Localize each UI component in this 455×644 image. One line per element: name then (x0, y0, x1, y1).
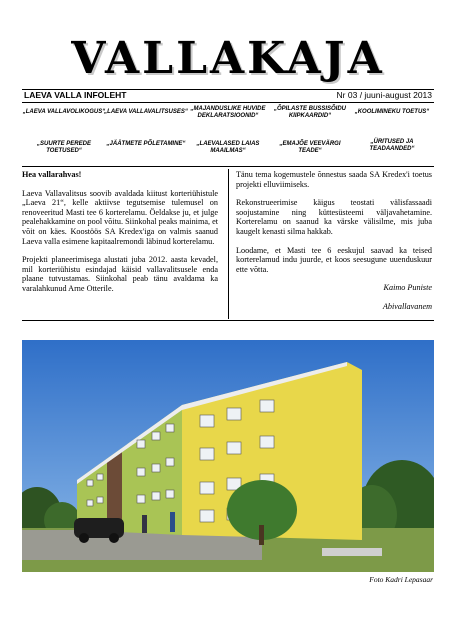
article-column-left (22, 170, 218, 303)
article-paragraph: Laeva Vallavalitsus soovib avaldada kiitust korteriühistule „Laeva 21“, kelle aktiivse tegutsemise tulemusel on renoveeritud Masti tee 6 korterelamu. Öeldakse ju, et julge pealehakkamine on pool võitu. Siinkohal peaks mainima, et võit on käes. Koostöös SA Kredex'iga on valmis saanud Laeva valla esimene kapitaalremondi läbinud korterelamu. (22, 188, 218, 246)
article-column-right (236, 170, 432, 321)
toc-item[interactable]: „ÕPILASTE BUSSISÕIDU KIIPKAARDID“ (273, 106, 346, 119)
photo-credit: Foto Kadri Lepasaar (369, 575, 433, 584)
article-paragraph: Tänu tema kogemustele õnnestus saada SA Kredex'i toetus projekti elluviimiseks. (236, 170, 432, 189)
subheader-bar (22, 89, 434, 103)
issue-number: Nr 03 / juuni-august 2013 (336, 90, 432, 100)
table-of-contents (22, 103, 434, 163)
toc-item[interactable]: „MAJANDUSLIKE HUVIDE DEKLARATSIOONID“ (190, 106, 266, 119)
publication-name: LAEVA VALLA INFOLEHT (24, 90, 127, 100)
article-paragraph: Rekonstrueerimise käigus teostati välisfassaadi soojustamine ning küttesüsteemi väljavahetamine. Korterelamu on saanud ka värske välisilme, mis juba kaugelt kenasti silma hakkab. (236, 198, 432, 236)
signature-name: Kaimo Puniste (383, 283, 432, 293)
toc-item[interactable]: „LAEVALASED LAIAS MAAILMAS“ (196, 141, 260, 154)
masthead-title: VALLAKAJA (71, 33, 385, 84)
article-paragraph: Loodame, et Masti tee 6 eeskujul saavad ka teised korterelamud indu juurde, et koos seesugune uuenduskuur ette võtta. (236, 245, 432, 274)
toc-item[interactable]: „LAEVA VALLAVOLIKOGUS“ (22, 109, 106, 115)
building-photo (22, 340, 434, 572)
article-paragraph: Projekti planeerimisega alustati juba 2012. aasta kevadel, mil korteriühistu esindajad käisid vallavalitsusele enda plaane tutvustamas. Siinkohal peab tänu avaldama ka varalahkunud Arne Otterile. (22, 255, 218, 293)
section-divider (22, 166, 434, 167)
toc-item[interactable]: „SUURTE PEREDE TOETUSED“ (37, 141, 91, 154)
toc-item[interactable]: „EMAJÕE VEEVÄRGI TEADE“ (279, 141, 341, 154)
toc-item[interactable]: „KOOLIMINEKU TOETUS“ (354, 109, 430, 115)
article-greeting: Hea vallarahvas! (22, 170, 82, 179)
toc-item[interactable]: „LAEVA VALLAVALITSUSES“ (104, 109, 188, 115)
signature-title: Abivallavanem (382, 301, 432, 311)
column-divider (228, 169, 229, 319)
toc-item[interactable]: „JÄÄTMETE PÕLETAMINE“ (106, 141, 186, 147)
toc-item[interactable]: „ÜRITUSED JA TEADAANDED“ (369, 139, 415, 152)
